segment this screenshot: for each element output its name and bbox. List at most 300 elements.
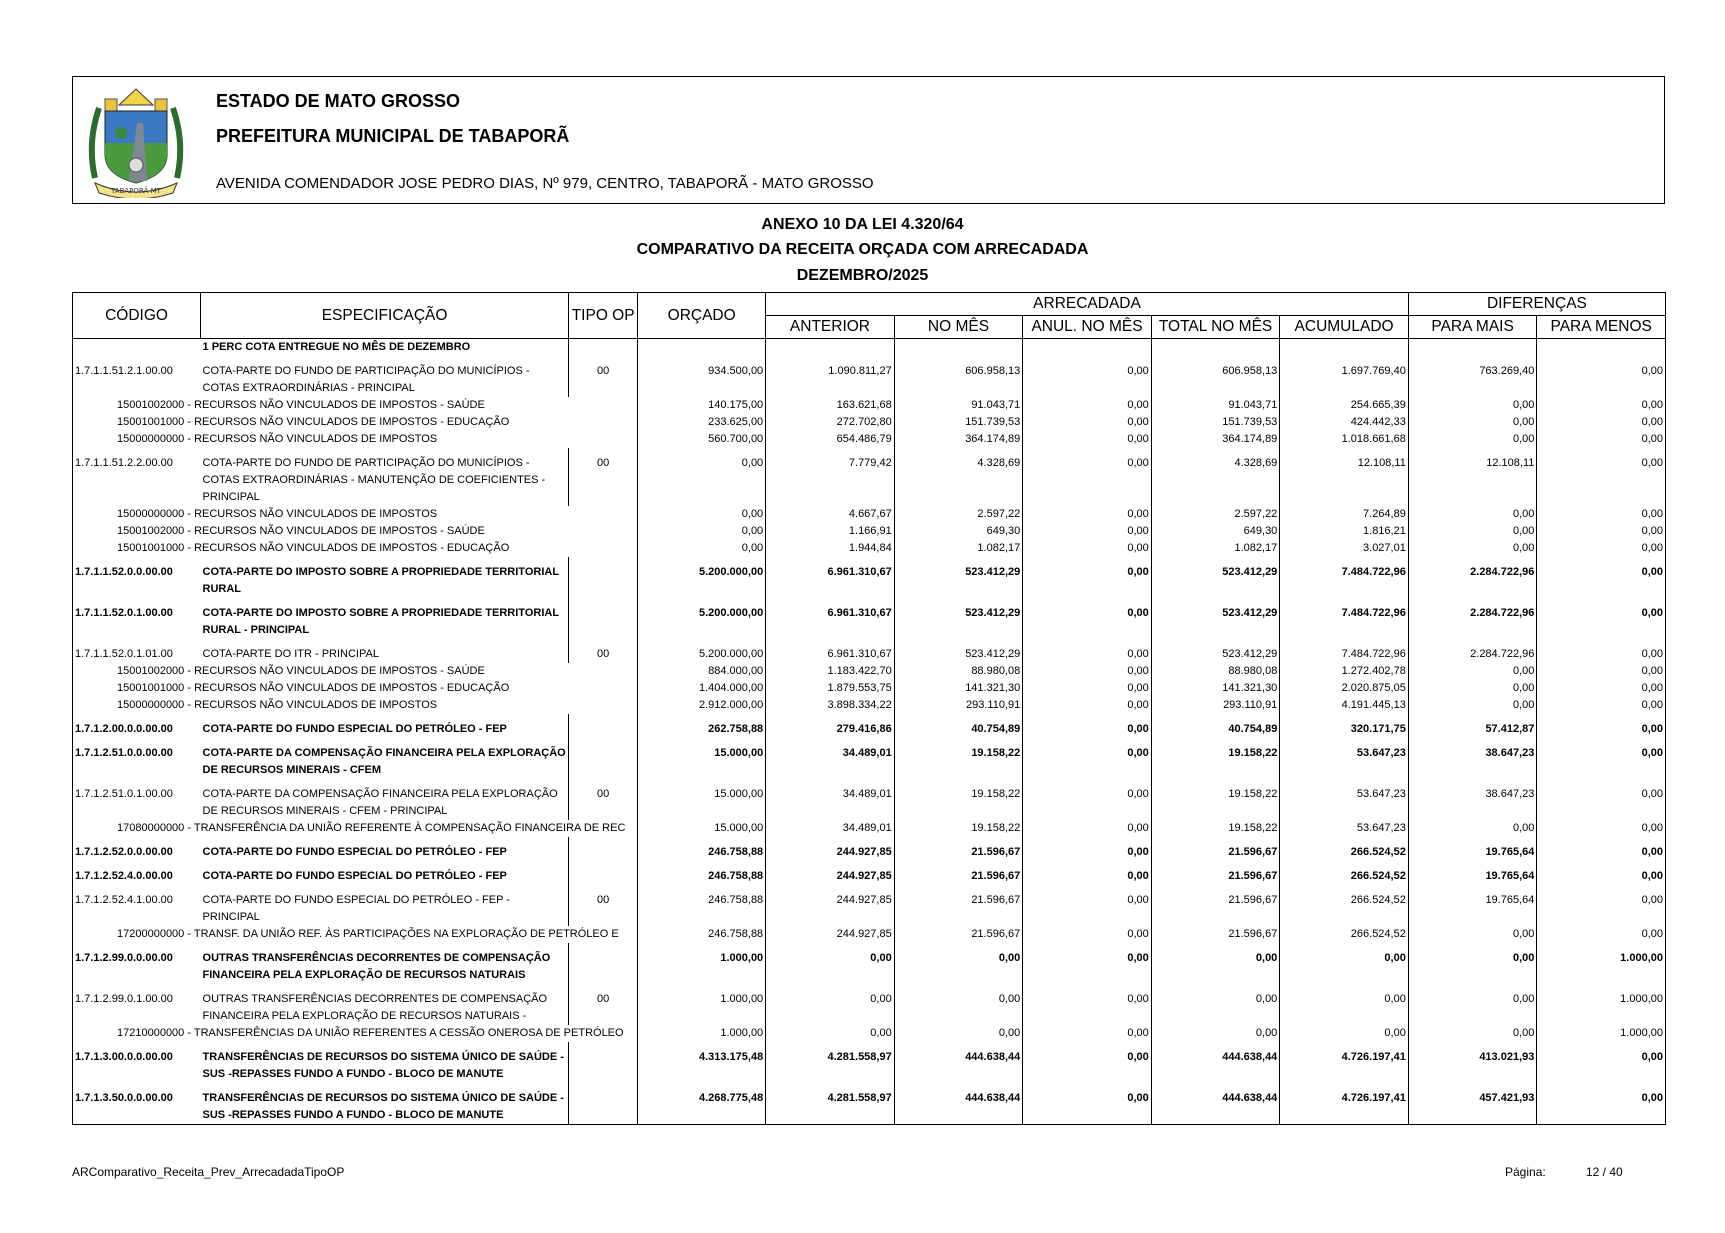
no-mes-value: 1.082,17 (894, 540, 1023, 557)
table-row (73, 943, 1666, 984)
para-mais-value: 19.765,64 (1408, 837, 1537, 861)
para-menos-value: 0,00 (1537, 738, 1666, 779)
para-mais-value: 57.412,87 (1408, 714, 1537, 738)
no-mes-value: 141.321,30 (894, 680, 1023, 697)
account-description: COTA-PARTE DO FUNDO DE PARTICIPAÇÃO DO MUNICÍPIOS - COTAS EXTRAORDINÁRIAS - PRINCIPAL (201, 356, 569, 397)
anul-no-mes-value: 0,00 (1023, 414, 1152, 431)
para-menos-value: 0,00 (1537, 397, 1666, 414)
table-row (73, 680, 1666, 697)
para-mais-value: 12.108,11 (1408, 448, 1537, 506)
orcado-value: 1.000,00 (638, 984, 766, 1025)
para-menos-value: 0,00 (1537, 1083, 1666, 1125)
anterior-value: 34.489,01 (766, 738, 895, 779)
table-row (73, 448, 1666, 506)
para-mais-value: 0,00 (1408, 540, 1537, 557)
orcado-value: 246.758,88 (638, 885, 766, 926)
anul-no-mes-value: 0,00 (1023, 926, 1152, 943)
acumulado-value: 266.524,52 (1280, 885, 1409, 926)
para-menos-value: 0,00 (1537, 820, 1666, 837)
acumulado-value: 266.524,52 (1280, 861, 1409, 885)
acumulado-value: 2.020.875,05 (1280, 680, 1409, 697)
table-row (73, 1042, 1666, 1083)
acumulado-value: 0,00 (1280, 1025, 1409, 1042)
account-description: 1 PERC COTA ENTREGUE NO MÊS DE DEZEMBRO (201, 339, 569, 357)
total-no-mes-value: 151.739,53 (1151, 414, 1280, 431)
tipo-op-value (569, 1083, 638, 1125)
anul-no-mes-value: 0,00 (1023, 680, 1152, 697)
no-mes-value: 40.754,89 (894, 714, 1023, 738)
col-no-mes: NO MÊS (894, 316, 1023, 339)
anterior-value: 0,00 (766, 943, 895, 984)
no-mes-value: 523.412,29 (894, 598, 1023, 639)
anterior-value: 272.702,80 (766, 414, 895, 431)
col-group-diferencas: DIFERENÇAS (1408, 293, 1665, 316)
anul-no-mes-value: 0,00 (1023, 397, 1152, 414)
orcado-value: 15.000,00 (638, 820, 766, 837)
acumulado-value: 266.524,52 (1280, 926, 1409, 943)
orcado-value: 0,00 (638, 540, 766, 557)
no-mes-value: 21.596,67 (894, 926, 1023, 943)
account-code: 1.7.1.1.51.2.1.00.00 (73, 356, 201, 397)
anterior-value: 6.961.310,67 (766, 639, 895, 663)
orcado-value: 0,00 (638, 523, 766, 540)
svg-text:TABAPORÃ-MT: TABAPORÃ-MT (111, 187, 161, 195)
acumulado-value: 1.697.769,40 (1280, 356, 1409, 397)
no-mes-value: 88.980,08 (894, 663, 1023, 680)
resource-source-label: 15001001000 - RECURSOS NÃO VINCULADOS DE IMPOSTOS - EDUCAÇÃO (73, 414, 638, 431)
account-description: COTA-PARTE DA COMPENSAÇÃO FINANCEIRA PELA EXPLORAÇÃO DE RECURSOS MINERAIS - CFEM - PRINCIPAL (201, 779, 569, 820)
no-mes-value: 293.110,91 (894, 697, 1023, 714)
orcado-value: 5.200.000,00 (638, 557, 766, 598)
col-anul-no-mes: ANUL. NO MÊS (1023, 316, 1152, 339)
table-row (73, 639, 1666, 663)
no-mes-value: 444.638,44 (894, 1083, 1023, 1125)
para-menos-value: 0,00 (1537, 861, 1666, 885)
table-body (73, 339, 1666, 1125)
account-code: 1.7.1.2.52.4.0.00.00 (73, 861, 201, 885)
resource-source-label: 15001002000 - RECURSOS NÃO VINCULADOS DE IMPOSTOS - SAÚDE (73, 397, 638, 414)
no-mes-value: 21.596,67 (894, 885, 1023, 926)
table-row (73, 414, 1666, 431)
total-no-mes-value: 21.596,67 (1151, 885, 1280, 926)
no-mes-value: 523.412,29 (894, 557, 1023, 598)
account-code: 1.7.1.2.00.0.0.00.00 (73, 714, 201, 738)
no-mes-value (894, 339, 1023, 357)
para-menos-value: 0,00 (1537, 779, 1666, 820)
tipo-op-value (569, 837, 638, 861)
orcado-value: 233.625,00 (638, 414, 766, 431)
no-mes-value: 0,00 (894, 1025, 1023, 1042)
resource-source-label: 15000000000 - RECURSOS NÃO VINCULADOS DE IMPOSTOS (73, 697, 638, 714)
para-menos-value: 0,00 (1537, 697, 1666, 714)
total-no-mes-value: 293.110,91 (1151, 697, 1280, 714)
total-no-mes-value: 0,00 (1151, 984, 1280, 1025)
total-no-mes-value: 19.158,22 (1151, 820, 1280, 837)
anterior-value: 244.927,85 (766, 861, 895, 885)
total-no-mes-value: 19.158,22 (1151, 738, 1280, 779)
para-mais-value: 457.421,93 (1408, 1083, 1537, 1125)
acumulado-value: 4.726.197,41 (1280, 1083, 1409, 1125)
anterior-value: 0,00 (766, 984, 895, 1025)
orcado-value: 262.758,88 (638, 714, 766, 738)
acumulado-value: 3.027,01 (1280, 540, 1409, 557)
para-menos-value: 0,00 (1537, 885, 1666, 926)
no-mes-value: 364.174,89 (894, 431, 1023, 448)
anul-no-mes-value: 0,00 (1023, 598, 1152, 639)
anterior-value: 4.281.558,97 (766, 1083, 895, 1125)
table-row (73, 885, 1666, 926)
no-mes-value: 19.158,22 (894, 779, 1023, 820)
orcado-value: 4.313.175,48 (638, 1042, 766, 1083)
anterior-value: 244.927,85 (766, 926, 895, 943)
anterior-value: 279.416,86 (766, 714, 895, 738)
no-mes-value: 444.638,44 (894, 1042, 1023, 1083)
anterior-value: 1.879.553,75 (766, 680, 895, 697)
orcado-value (638, 339, 766, 357)
table-row (73, 506, 1666, 523)
orcado-value: 0,00 (638, 448, 766, 506)
tipo-op-value: 00 (569, 885, 638, 926)
para-menos-value: 1.000,00 (1537, 984, 1666, 1025)
anul-no-mes-value: 0,00 (1023, 984, 1152, 1025)
total-no-mes-value: 88.980,08 (1151, 663, 1280, 680)
para-mais-value: 19.765,64 (1408, 885, 1537, 926)
para-mais-value: 0,00 (1408, 414, 1537, 431)
para-mais-value: 0,00 (1408, 926, 1537, 943)
account-code: 1.7.1.1.52.0.1.01.00 (73, 639, 201, 663)
orcado-value: 246.758,88 (638, 837, 766, 861)
acumulado-value: 1.018.661,68 (1280, 431, 1409, 448)
total-no-mes-value: 91.043,71 (1151, 397, 1280, 414)
account-code: 1.7.1.2.99.0.1.00.00 (73, 984, 201, 1025)
page-number: 12 / 40 (1586, 1165, 1623, 1179)
total-no-mes-value: 0,00 (1151, 1025, 1280, 1042)
col-para-menos: PARA MENOS (1537, 316, 1666, 339)
account-description: COTA-PARTE DO IMPOSTO SOBRE A PROPRIEDADE TERRITORIAL RURAL (201, 557, 569, 598)
para-mais-value: 0,00 (1408, 697, 1537, 714)
table-row (73, 557, 1666, 598)
para-mais-value: 2.284.722,96 (1408, 598, 1537, 639)
anul-no-mes-value: 0,00 (1023, 779, 1152, 820)
para-mais-value: 0,00 (1408, 506, 1537, 523)
total-no-mes-value: 0,00 (1151, 943, 1280, 984)
para-mais-value: 0,00 (1408, 984, 1537, 1025)
resource-source-label: 15001001000 - RECURSOS NÃO VINCULADOS DE IMPOSTOS - EDUCAÇÃO (73, 680, 638, 697)
total-no-mes-value: 21.596,67 (1151, 837, 1280, 861)
col-tipo-op: TIPO OP (569, 293, 638, 339)
table-row (73, 984, 1666, 1025)
anul-no-mes-value: 0,00 (1023, 885, 1152, 926)
total-no-mes-value: 523.412,29 (1151, 557, 1280, 598)
account-description: TRANSFERÊNCIAS DE RECURSOS DO SISTEMA ÚNICO DE SAÚDE - SUS -REPASSES FUNDO A FUNDO - BLOCO DE MANUTE (201, 1042, 569, 1083)
total-no-mes-value: 523.412,29 (1151, 639, 1280, 663)
anterior-value: 163.621,68 (766, 397, 895, 414)
table-row (73, 697, 1666, 714)
account-description: COTA-PARTE DO FUNDO ESPECIAL DO PETRÓLEO - FEP - PRINCIPAL (201, 885, 569, 926)
account-description: COTA-PARTE DO FUNDO ESPECIAL DO PETRÓLEO - FEP (201, 861, 569, 885)
para-menos-value: 1.000,00 (1537, 1025, 1666, 1042)
no-mes-value: 21.596,67 (894, 861, 1023, 885)
acumulado-value: 53.647,23 (1280, 820, 1409, 837)
para-menos-value: 0,00 (1537, 540, 1666, 557)
tipo-op-value: 00 (569, 448, 638, 506)
acumulado-value: 266.524,52 (1280, 837, 1409, 861)
table-row (73, 738, 1666, 779)
total-no-mes-value: 1.082,17 (1151, 540, 1280, 557)
total-no-mes-value: 444.638,44 (1151, 1083, 1280, 1125)
acumulado-value: 0,00 (1280, 943, 1409, 984)
col-orcado: ORÇADO (638, 293, 766, 339)
account-code (73, 339, 201, 357)
anterior-value: 3.898.334,22 (766, 697, 895, 714)
table-row (73, 397, 1666, 414)
account-description: TRANSFERÊNCIAS DE RECURSOS DO SISTEMA ÚNICO DE SAÚDE - SUS -REPASSES FUNDO A FUNDO - BLOCO DE MANUTE (201, 1083, 569, 1125)
account-code: 1.7.1.1.51.2.2.00.00 (73, 448, 201, 506)
anterior-value: 1.166,91 (766, 523, 895, 540)
account-description: COTA-PARTE DO IMPOSTO SOBRE A PROPRIEDADE TERRITORIAL RURAL - PRINCIPAL (201, 598, 569, 639)
acumulado-value: 254.665,39 (1280, 397, 1409, 414)
para-menos-value (1537, 339, 1666, 357)
resource-source-label: 15000000000 - RECURSOS NÃO VINCULADOS DE IMPOSTOS (73, 431, 638, 448)
anterior-value (766, 339, 895, 357)
account-code: 1.7.1.1.52.0.1.00.00 (73, 598, 201, 639)
anterior-value: 1.944,84 (766, 540, 895, 557)
orcado-value: 5.200.000,00 (638, 598, 766, 639)
para-mais-value: 0,00 (1408, 1025, 1537, 1042)
account-description: COTA-PARTE DO FUNDO DE PARTICIPAÇÃO DO MUNICÍPIOS - COTAS EXTRAORDINÁRIAS - MANUTENÇÃO DE COEFICIENTES - PRINCIPAL (201, 448, 569, 506)
table-row (73, 356, 1666, 397)
total-no-mes-value: 21.596,67 (1151, 926, 1280, 943)
anterior-value: 654.486,79 (766, 431, 895, 448)
orcado-value: 560.700,00 (638, 431, 766, 448)
para-mais-value: 38.647,23 (1408, 779, 1537, 820)
para-menos-value: 0,00 (1537, 663, 1666, 680)
anul-no-mes-value: 0,00 (1023, 697, 1152, 714)
para-menos-value: 0,00 (1537, 598, 1666, 639)
acumulado-value: 424.442,33 (1280, 414, 1409, 431)
anul-no-mes-value: 0,00 (1023, 506, 1152, 523)
no-mes-value: 4.328,69 (894, 448, 1023, 506)
tipo-op-value: 00 (569, 984, 638, 1025)
account-code: 1.7.1.3.00.0.0.00.00 (73, 1042, 201, 1083)
anterior-value: 6.961.310,67 (766, 557, 895, 598)
total-no-mes-value: 21.596,67 (1151, 861, 1280, 885)
orcado-value: 246.758,88 (638, 926, 766, 943)
total-no-mes-value: 444.638,44 (1151, 1042, 1280, 1083)
no-mes-value: 21.596,67 (894, 837, 1023, 861)
orcado-value: 4.268.775,48 (638, 1083, 766, 1125)
table-row (73, 714, 1666, 738)
table-row (73, 540, 1666, 557)
col-acumulado: ACUMULADO (1280, 316, 1409, 339)
col-codigo: CÓDIGO (73, 293, 201, 339)
total-no-mes-value (1151, 339, 1280, 357)
anul-no-mes-value: 0,00 (1023, 837, 1152, 861)
orcado-value: 1.000,00 (638, 943, 766, 984)
acumulado-value: 7.484.722,96 (1280, 639, 1409, 663)
orcado-value: 2.912.000,00 (638, 697, 766, 714)
resource-source-label: 17200000000 - TRANSF. DA UNIÃO REF. ÀS PARTICIPAÇÕES NA EXPLORAÇÃO DE PETRÓLEO E (73, 926, 638, 943)
resource-source-label: 15001002000 - RECURSOS NÃO VINCULADOS DE IMPOSTOS - SAÚDE (73, 663, 638, 680)
para-menos-value: 0,00 (1537, 837, 1666, 861)
address: AVENIDA COMENDADOR JOSE PEDRO DIAS, Nº 979, CENTRO, TABAPORÃ - MATO GROSSO (216, 175, 874, 192)
no-mes-value: 2.597,22 (894, 506, 1023, 523)
orcado-value: 934.500,00 (638, 356, 766, 397)
resource-source-label: 17210000000 - TRANSFERÊNCIAS DA UNIÃO REFERENTES A CESSÃO ONEROSA DE PETRÓLEO (73, 1025, 638, 1042)
tipo-op-value (569, 557, 638, 598)
tipo-op-value (569, 943, 638, 984)
account-code: 1.7.1.2.52.4.1.00.00 (73, 885, 201, 926)
state-name: ESTADO DE MATO GROSSO (216, 91, 461, 111)
report-id: ARComparativo_Receita_Prev_ArrecadadaTipoOP (72, 1165, 345, 1179)
anterior-value: 4.281.558,97 (766, 1042, 895, 1083)
anul-no-mes-value: 0,00 (1023, 557, 1152, 598)
total-no-mes-value: 4.328,69 (1151, 448, 1280, 506)
resource-source-label: 15000000000 - RECURSOS NÃO VINCULADOS DE IMPOSTOS (73, 506, 638, 523)
para-menos-value: 0,00 (1537, 356, 1666, 397)
orcado-value: 5.200.000,00 (638, 639, 766, 663)
account-description: COTA-PARTE DA COMPENSAÇÃO FINANCEIRA PELA EXPLORAÇÃO DE RECURSOS MINERAIS - CFEM (201, 738, 569, 779)
anul-no-mes-value: 0,00 (1023, 540, 1152, 557)
acumulado-value: 7.264,89 (1280, 506, 1409, 523)
para-mais-value: 0,00 (1408, 820, 1537, 837)
no-mes-value: 91.043,71 (894, 397, 1023, 414)
anterior-value: 244.927,85 (766, 885, 895, 926)
col-especificacao: ESPECIFICAÇÃO (201, 293, 569, 339)
account-code: 1.7.1.2.51.0.1.00.00 (73, 779, 201, 820)
col-para-mais: PARA MAIS (1408, 316, 1537, 339)
para-mais-value: 0,00 (1408, 663, 1537, 680)
account-code: 1.7.1.2.52.0.0.00.00 (73, 837, 201, 861)
report-title: COMPARATIVO DA RECEITA ORÇADA COM ARRECADADA (636, 241, 1089, 258)
account-description: COTA-PARTE DO FUNDO ESPECIAL DO PETRÓLEO - FEP (201, 714, 569, 738)
no-mes-value: 19.158,22 (894, 820, 1023, 837)
tipo-op-value (569, 1042, 638, 1083)
acumulado-value: 320.171,75 (1280, 714, 1409, 738)
para-mais-value: 0,00 (1408, 523, 1537, 540)
no-mes-value: 0,00 (894, 943, 1023, 984)
para-menos-value: 0,00 (1537, 639, 1666, 663)
anterior-value: 1.183.422,70 (766, 663, 895, 680)
anul-no-mes-value: 0,00 (1023, 820, 1152, 837)
col-total-no-mes: TOTAL NO MÊS (1151, 316, 1280, 339)
tipo-op-value: 00 (569, 779, 638, 820)
no-mes-value: 649,30 (894, 523, 1023, 540)
para-mais-value (1408, 339, 1537, 357)
para-mais-value: 2.284.722,96 (1408, 639, 1537, 663)
table-row (73, 926, 1666, 943)
para-menos-value: 0,00 (1537, 523, 1666, 540)
acumulado-value (1280, 339, 1409, 357)
col-group-arrecadada: ARRECADADA (766, 293, 1409, 316)
table-row (73, 1025, 1666, 1042)
orcado-value: 1.404.000,00 (638, 680, 766, 697)
acumulado-value: 4.726.197,41 (1280, 1042, 1409, 1083)
para-menos-value: 0,00 (1537, 448, 1666, 506)
total-no-mes-value: 2.597,22 (1151, 506, 1280, 523)
account-code: 1.7.1.3.50.0.0.00.00 (73, 1083, 201, 1125)
account-code: 1.7.1.2.99.0.0.00.00 (73, 943, 201, 984)
para-menos-value: 0,00 (1537, 414, 1666, 431)
orcado-value: 15.000,00 (638, 779, 766, 820)
anterior-value: 4.667,67 (766, 506, 895, 523)
para-menos-value: 0,00 (1537, 680, 1666, 697)
acumulado-value: 7.484.722,96 (1280, 598, 1409, 639)
table-row (73, 431, 1666, 448)
acumulado-value: 53.647,23 (1280, 779, 1409, 820)
anul-no-mes-value: 0,00 (1023, 663, 1152, 680)
account-description: OUTRAS TRANSFERÊNCIAS DECORRENTES DE COMPENSAÇÃO FINANCEIRA PELA EXPLORAÇÃO DE RECURSOS NATURAIS - (201, 984, 569, 1025)
acumulado-value: 53.647,23 (1280, 738, 1409, 779)
total-no-mes-value: 523.412,29 (1151, 598, 1280, 639)
anterior-value: 244.927,85 (766, 837, 895, 861)
total-no-mes-value: 649,30 (1151, 523, 1280, 540)
tipo-op-value: 00 (569, 639, 638, 663)
anul-no-mes-value: 0,00 (1023, 448, 1152, 506)
account-code: 1.7.1.2.51.0.0.00.00 (73, 738, 201, 779)
para-menos-value: 1.000,00 (1537, 943, 1666, 984)
para-menos-value: 0,00 (1537, 1042, 1666, 1083)
resource-source-label: 15001002000 - RECURSOS NÃO VINCULADOS DE IMPOSTOS - SAÚDE (73, 523, 638, 540)
acumulado-value: 4.191.445,13 (1280, 697, 1409, 714)
prefecture-name: PREFEITURA MUNICIPAL DE TABAPORÃ (216, 126, 570, 146)
acumulado-value: 12.108,11 (1280, 448, 1409, 506)
anul-no-mes-value: 0,00 (1023, 1083, 1152, 1125)
para-mais-value: 0,00 (1408, 680, 1537, 697)
account-code: 1.7.1.1.52.0.0.00.00 (73, 557, 201, 598)
anul-no-mes-value (1023, 339, 1152, 357)
orcado-value: 140.175,00 (638, 397, 766, 414)
account-description: COTA-PARTE DO ITR - PRINCIPAL (201, 639, 569, 663)
total-no-mes-value: 40.754,89 (1151, 714, 1280, 738)
orcado-value: 0,00 (638, 506, 766, 523)
anterior-value: 0,00 (766, 1025, 895, 1042)
orcado-value: 15.000,00 (638, 738, 766, 779)
anul-no-mes-value: 0,00 (1023, 714, 1152, 738)
para-mais-value: 2.284.722,96 (1408, 557, 1537, 598)
anul-no-mes-value: 0,00 (1023, 861, 1152, 885)
account-description: OUTRAS TRANSFERÊNCIAS DECORRENTES DE COMPENSAÇÃO FINANCEIRA PELA EXPLORAÇÃO DE RECURSOS NATURAIS (201, 943, 569, 984)
table-row (73, 663, 1666, 680)
table-row (73, 820, 1666, 837)
tipo-op-value (569, 861, 638, 885)
no-mes-value: 19.158,22 (894, 738, 1023, 779)
header-box (72, 76, 1665, 204)
total-no-mes-value: 364.174,89 (1151, 431, 1280, 448)
tipo-op-value: 00 (569, 356, 638, 397)
no-mes-value: 0,00 (894, 984, 1023, 1025)
col-anterior: ANTERIOR (766, 316, 895, 339)
tipo-op-value (569, 339, 638, 357)
table-row (73, 598, 1666, 639)
anul-no-mes-value: 0,00 (1023, 1042, 1152, 1083)
revenue-table (72, 292, 1666, 1125)
orcado-value: 884.000,00 (638, 663, 766, 680)
orcado-value: 246.758,88 (638, 861, 766, 885)
para-menos-value: 0,00 (1537, 431, 1666, 448)
page-label: Página: (1505, 1165, 1546, 1179)
orcado-value: 1.000,00 (638, 1025, 766, 1042)
table-row (73, 861, 1666, 885)
total-no-mes-value: 606.958,13 (1151, 356, 1280, 397)
para-mais-value: 38.647,23 (1408, 738, 1537, 779)
acumulado-value: 1.272.402,78 (1280, 663, 1409, 680)
para-mais-value: 0,00 (1408, 397, 1537, 414)
municipal-crest-icon (81, 83, 191, 198)
account-description: COTA-PARTE DO FUNDO ESPECIAL DO PETRÓLEO - FEP (201, 837, 569, 861)
report-period: DEZEMBRO/2025 (796, 267, 929, 284)
anterior-value: 34.489,01 (766, 820, 895, 837)
